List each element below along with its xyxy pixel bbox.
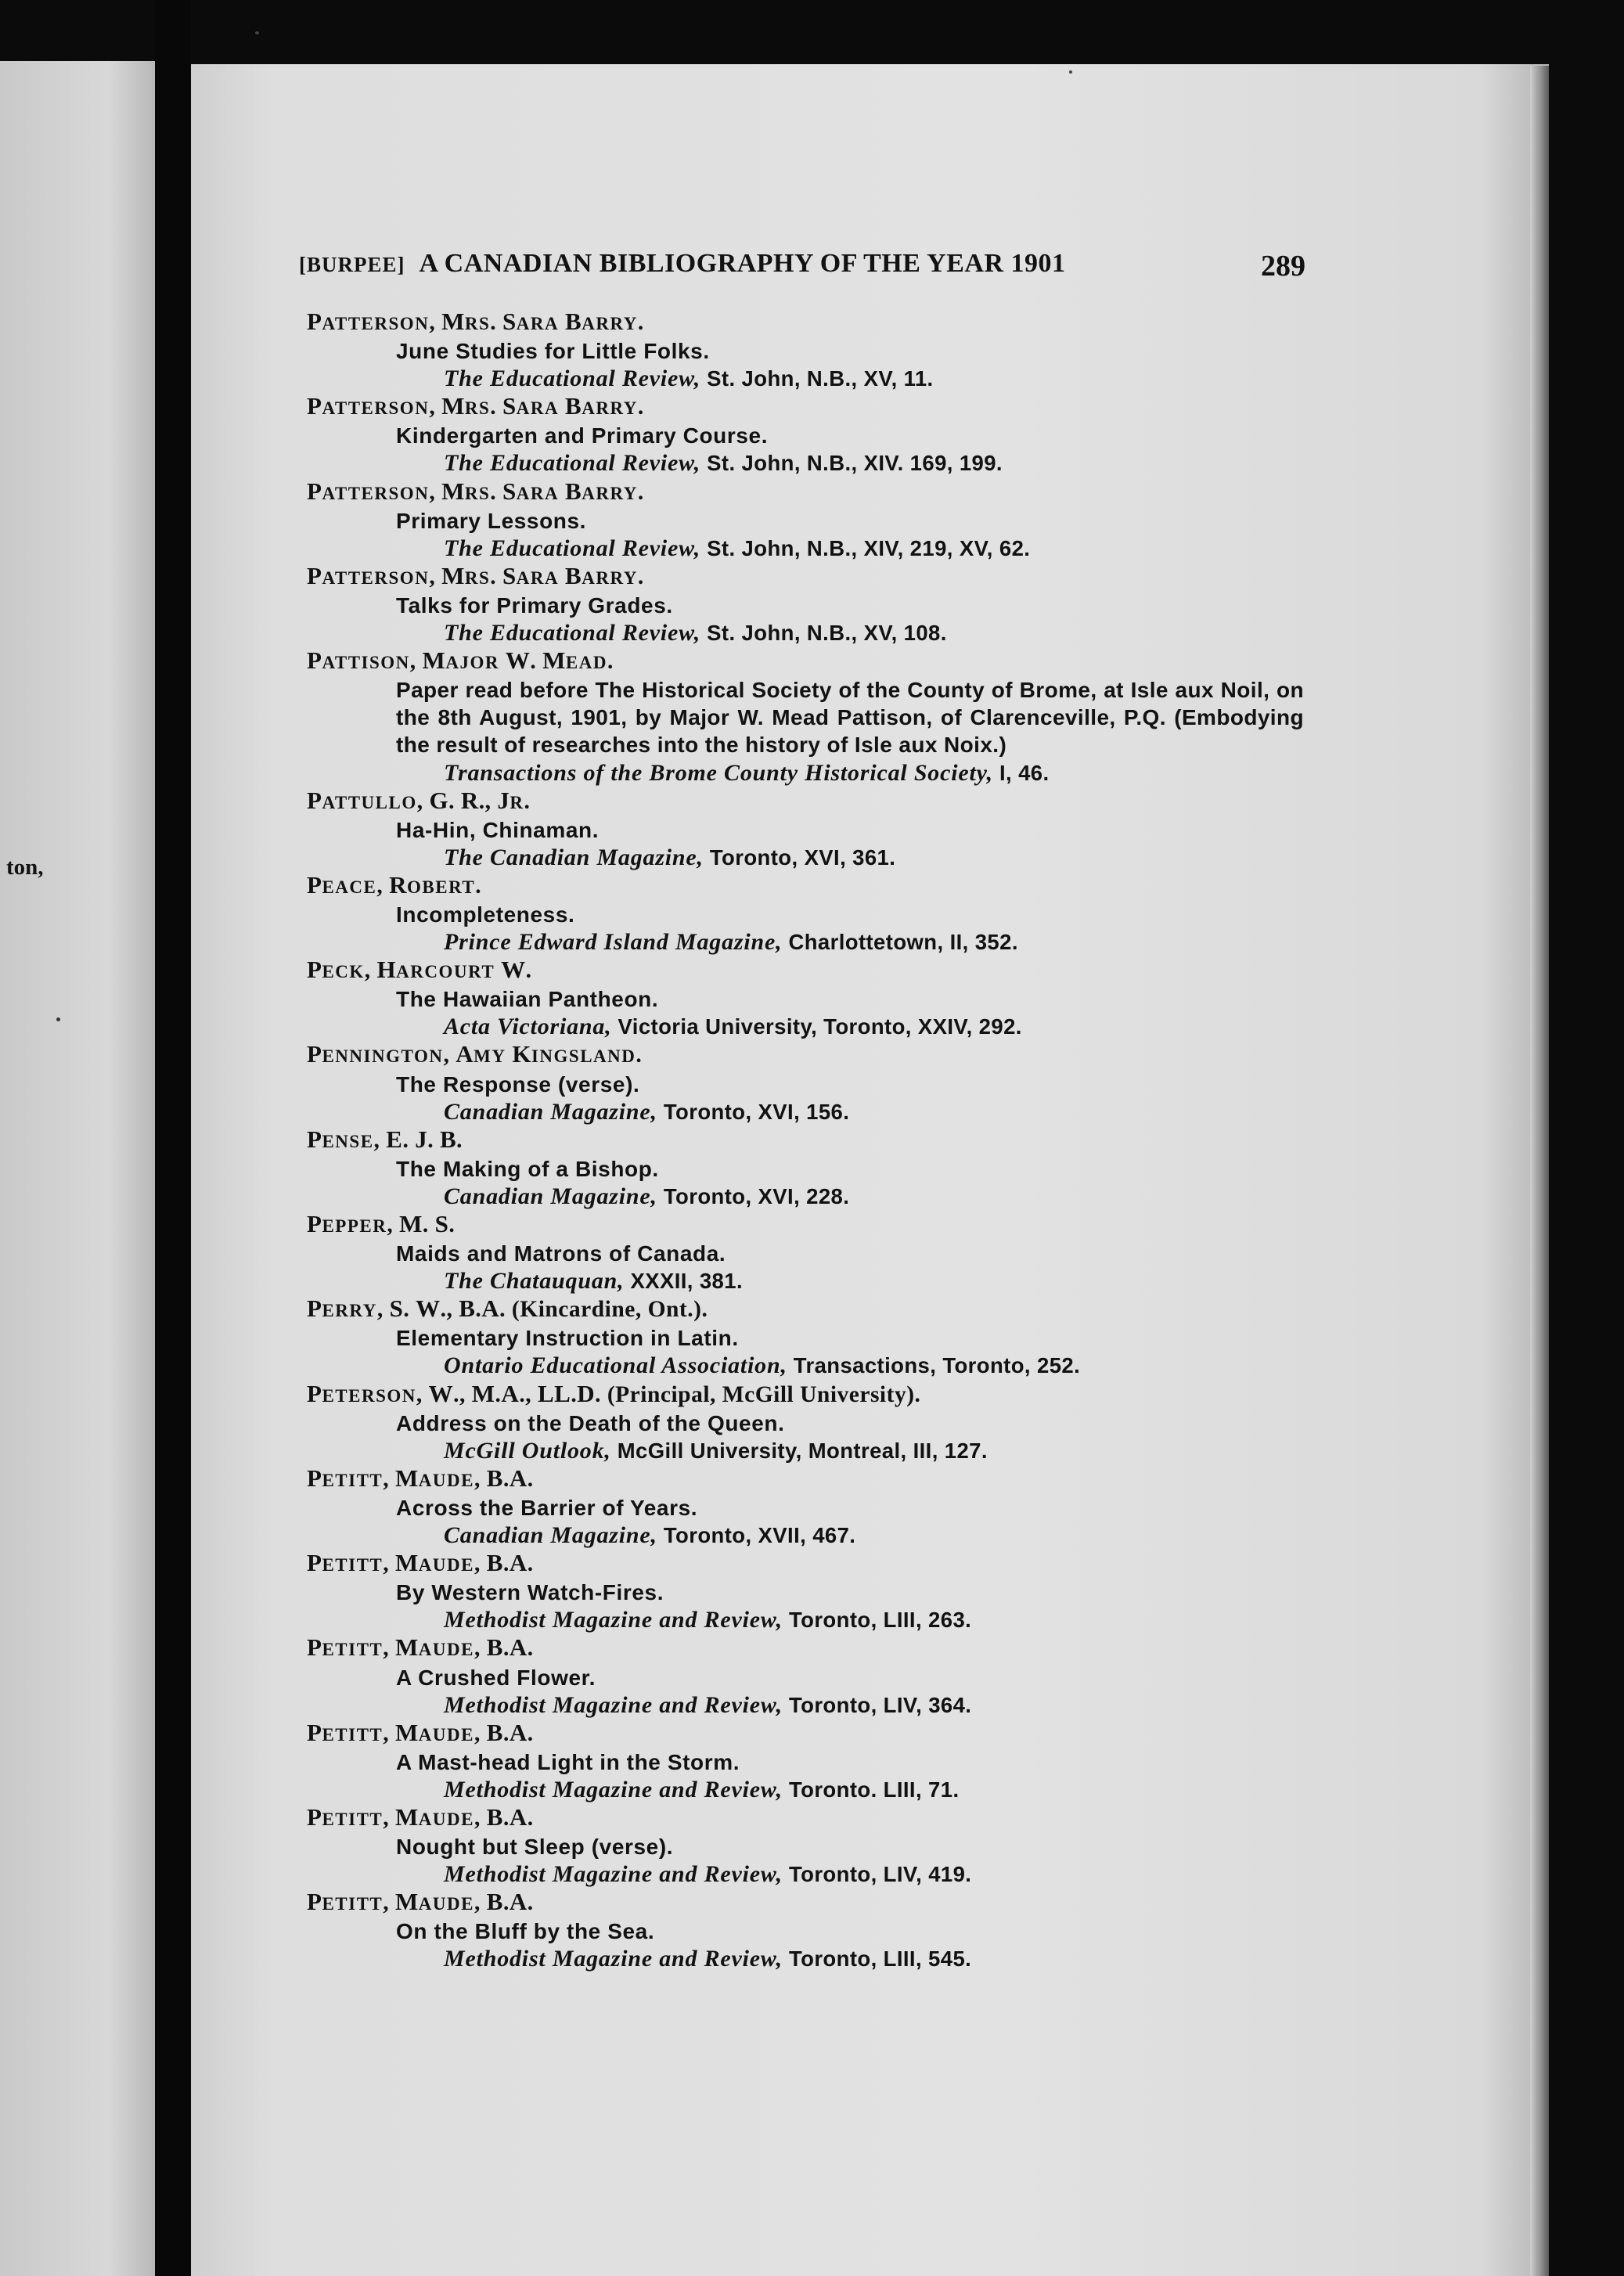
entry-title: The Response (verse).: [396, 1071, 640, 1097]
entry-details: Transactions, Toronto, 252.: [793, 1353, 1081, 1378]
entry-source: [307, 1098, 1313, 1125]
entry-author: PATTULLO, G. R., JR.: [307, 786, 531, 814]
bibliography-entry: [307, 1549, 1313, 1633]
entry-details: Toronto, LIII, 545.: [788, 1946, 972, 1972]
entry-author: PETITT, MAUDE, B.A.: [307, 1464, 534, 1492]
entry-author: PATTERSON, MRS. SARA BARRY.: [307, 392, 644, 420]
entry-journal: Canadian Magazine,: [444, 1183, 657, 1209]
bibliography-entry: [307, 1040, 1313, 1125]
left-page-text-fragment: ton,: [6, 855, 44, 880]
left-page-edge: [0, 61, 155, 2276]
bibliography-entry: [307, 1380, 1313, 1464]
entry-journal: Canadian Magazine,: [444, 1098, 657, 1125]
entry-title: Across the Barrier of Years.: [396, 1495, 698, 1520]
entry-author: PERRY, S. W., B.A. (Kincardine, Ont.).: [307, 1295, 708, 1323]
entry-author: PEACE, ROBERT.: [307, 870, 482, 899]
entry-title: June Studies for Little Folks.: [396, 339, 710, 364]
entry-details: St. John, N.B., XV, 11.: [707, 366, 934, 391]
entry-author: PETITT, MAUDE, B.A.: [307, 1633, 534, 1662]
entry-source: [307, 1437, 1313, 1464]
entry-author: PENNINGTON, AMY KINGSLAND.: [307, 1040, 643, 1068]
entry-source: [307, 535, 1313, 562]
entry-source: [307, 449, 1313, 477]
entry-journal: Methodist Magazine and Review,: [444, 1861, 783, 1888]
entry-source: [307, 365, 1313, 392]
entry-journal: Transactions of the Brome County Historical Society,: [444, 759, 993, 786]
entry-journal: Methodist Magazine and Review,: [444, 1776, 783, 1802]
entry-journal: The Educational Review,: [444, 535, 701, 561]
entry-source: [307, 1522, 1313, 1549]
bibliography-entry: [307, 787, 1313, 871]
bibliography-entry: [307, 1633, 1313, 1718]
entry-details: XXXII, 381.: [630, 1269, 743, 1294]
entry-title: By Western Watch-Fires.: [396, 1580, 664, 1605]
bibliography-entry: [307, 477, 1313, 562]
entry-source: [307, 759, 1313, 787]
entry-title: On the Bluff by the Sea.: [396, 1919, 655, 1944]
book-gutter: [155, 0, 191, 2276]
entry-author: PETITT, MAUDE, B.A.: [307, 1802, 534, 1831]
entry-details: Charlottetown, II, 352.: [788, 930, 1018, 955]
entry-journal: Canadian Magazine,: [444, 1522, 657, 1549]
bibliography-entry: [307, 871, 1313, 956]
entry-source: [307, 1013, 1313, 1040]
entry-author: PETERSON, W., M.A., LL.D. (Principal, McGill University).: [307, 1379, 921, 1407]
entry-details: Toronto, LIV, 419.: [788, 1862, 972, 1887]
entry-details: Toronto, XVI, 228.: [663, 1183, 850, 1208]
entry-details: Toronto, XVI, 156.: [663, 1099, 850, 1124]
entry-source: [307, 1860, 1313, 1888]
bibliography-entry: [307, 562, 1313, 646]
bibliography-entry: [307, 1719, 1313, 1803]
entry-title: Address on the Death of the Queen.: [396, 1410, 785, 1435]
entry-details: McGill University, Montreal, III, 127.: [617, 1438, 988, 1463]
bibliography-entry: [307, 1295, 1313, 1379]
entry-source: [307, 1183, 1313, 1210]
page-number: 289: [1261, 250, 1305, 283]
entry-author: PATTERSON, MRS. SARA BARRY.: [307, 561, 644, 589]
bibliography-entry: [307, 1125, 1313, 1210]
entry-details: St. John, N.B., XIV, 219, XV, 62.: [707, 535, 1031, 560]
ink-speck: [255, 31, 259, 34]
entry-title: Paper read before The Historical Society of the County of Brome, at Isle aux Noil, on the 8th August, 1901, by Major W. Mead Pattison, of Clarenceville, P.Q. (Embodying the result of researches into the history of Isle aux Noix.): [396, 678, 1304, 758]
running-head: [299, 249, 1316, 283]
page-edge-shadow: [1530, 66, 1549, 2276]
bibliography-entry: [307, 1210, 1313, 1295]
entry-title: The Hawaiian Pantheon.: [396, 987, 659, 1012]
bibliography-entry: [307, 1888, 1313, 1972]
entry-title: Kindergarten and Primary Course.: [396, 423, 769, 448]
entry-title: Talks for Primary Grades.: [396, 592, 673, 618]
bibliography-entry: [307, 1464, 1313, 1549]
entry-title: Nought but Sleep (verse).: [396, 1835, 674, 1860]
entry-source: [307, 1352, 1313, 1379]
entry-source: [307, 1606, 1313, 1633]
entry-author: PECK, HARCOURT W.: [307, 956, 532, 984]
entry-author: PATTISON, MAJOR W. MEAD.: [307, 646, 614, 675]
bibliography-entries: [307, 308, 1313, 1973]
entry-source: [307, 1776, 1313, 1803]
bibliography-entry: [307, 308, 1313, 392]
entry-title: Maids and Matrons of Canada.: [396, 1241, 726, 1266]
entry-title: Ha-Hin, Chinaman.: [396, 817, 600, 842]
entry-source: [307, 619, 1313, 646]
entry-source: [307, 1945, 1313, 1972]
entry-source: [307, 928, 1313, 956]
entry-journal: Methodist Magazine and Review,: [444, 1946, 783, 1972]
entry-journal: Acta Victoriana,: [444, 1014, 612, 1040]
entry-journal: Methodist Magazine and Review,: [444, 1607, 783, 1633]
bibliography-entry: [307, 1803, 1313, 1888]
entry-journal: Ontario Educational Association,: [444, 1352, 787, 1379]
entry-author: PETITT, MAUDE, B.A.: [307, 1888, 534, 1916]
bibliography-entry: [307, 646, 1313, 786]
entry-journal: McGill Outlook,: [444, 1437, 611, 1464]
entry-title: Incompleteness.: [396, 902, 575, 927]
entry-journal: Prince Edward Island Magazine,: [444, 929, 783, 956]
entry-details: I, 46.: [999, 760, 1050, 785]
entry-author: PENSE, E. J. B.: [307, 1125, 463, 1153]
entry-journal: The Canadian Magazine,: [444, 844, 704, 870]
entry-title: Elementary Instruction in Latin.: [396, 1326, 739, 1351]
entry-source: [307, 1267, 1313, 1295]
bibliography-entry: [307, 956, 1313, 1040]
entry-title: A Mast-head Light in the Storm.: [396, 1749, 740, 1774]
entry-details: St. John, N.B., XV, 108.: [707, 621, 947, 646]
entry-details: Toronto, XVI, 361.: [709, 844, 896, 870]
entry-title: A Crushed Flower.: [396, 1665, 596, 1690]
entry-author: PATTERSON, MRS. SARA BARRY.: [307, 477, 644, 505]
entry-author: PETITT, MAUDE, B.A.: [307, 1718, 534, 1746]
entry-details: Toronto, LIII, 263.: [788, 1608, 972, 1633]
entry-title: Primary Lessons.: [396, 508, 587, 533]
entry-details: Toronto, LIV, 364.: [788, 1692, 972, 1717]
entry-details: St. John, N.B., XIV. 169, 199.: [707, 451, 1003, 476]
entry-journal: The Chatauquan,: [444, 1268, 625, 1295]
entry-journal: The Educational Review,: [444, 450, 701, 477]
running-head-title: A CANADIAN BIBLIOGRAPHY OF THE YEAR 1901: [419, 249, 1066, 278]
entry-author: PEPPER, M. S.: [307, 1210, 456, 1237]
entry-details: Toronto. LIII, 71.: [788, 1777, 960, 1802]
entry-journal: The Educational Review,: [444, 620, 701, 646]
entry-journal: The Educational Review,: [444, 366, 701, 392]
entry-title: The Making of a Bishop.: [396, 1156, 659, 1181]
entry-source: [307, 844, 1313, 871]
entry-source: [307, 1691, 1313, 1719]
entry-author: PATTERSON, MRS. SARA BARRY.: [307, 308, 644, 335]
entry-details: Toronto, XVII, 467.: [663, 1523, 856, 1548]
bibliography-entry: [307, 392, 1313, 477]
running-head-tag: [BURPEE]: [299, 253, 405, 276]
entry-journal: Methodist Magazine and Review,: [444, 1691, 783, 1718]
entry-details: Victoria University, Toronto, XXIV, 292.: [618, 1014, 1022, 1039]
entry-author: PETITT, MAUDE, B.A.: [307, 1549, 534, 1577]
ink-speck: [1069, 70, 1072, 74]
ink-speck: [56, 1017, 60, 1021]
